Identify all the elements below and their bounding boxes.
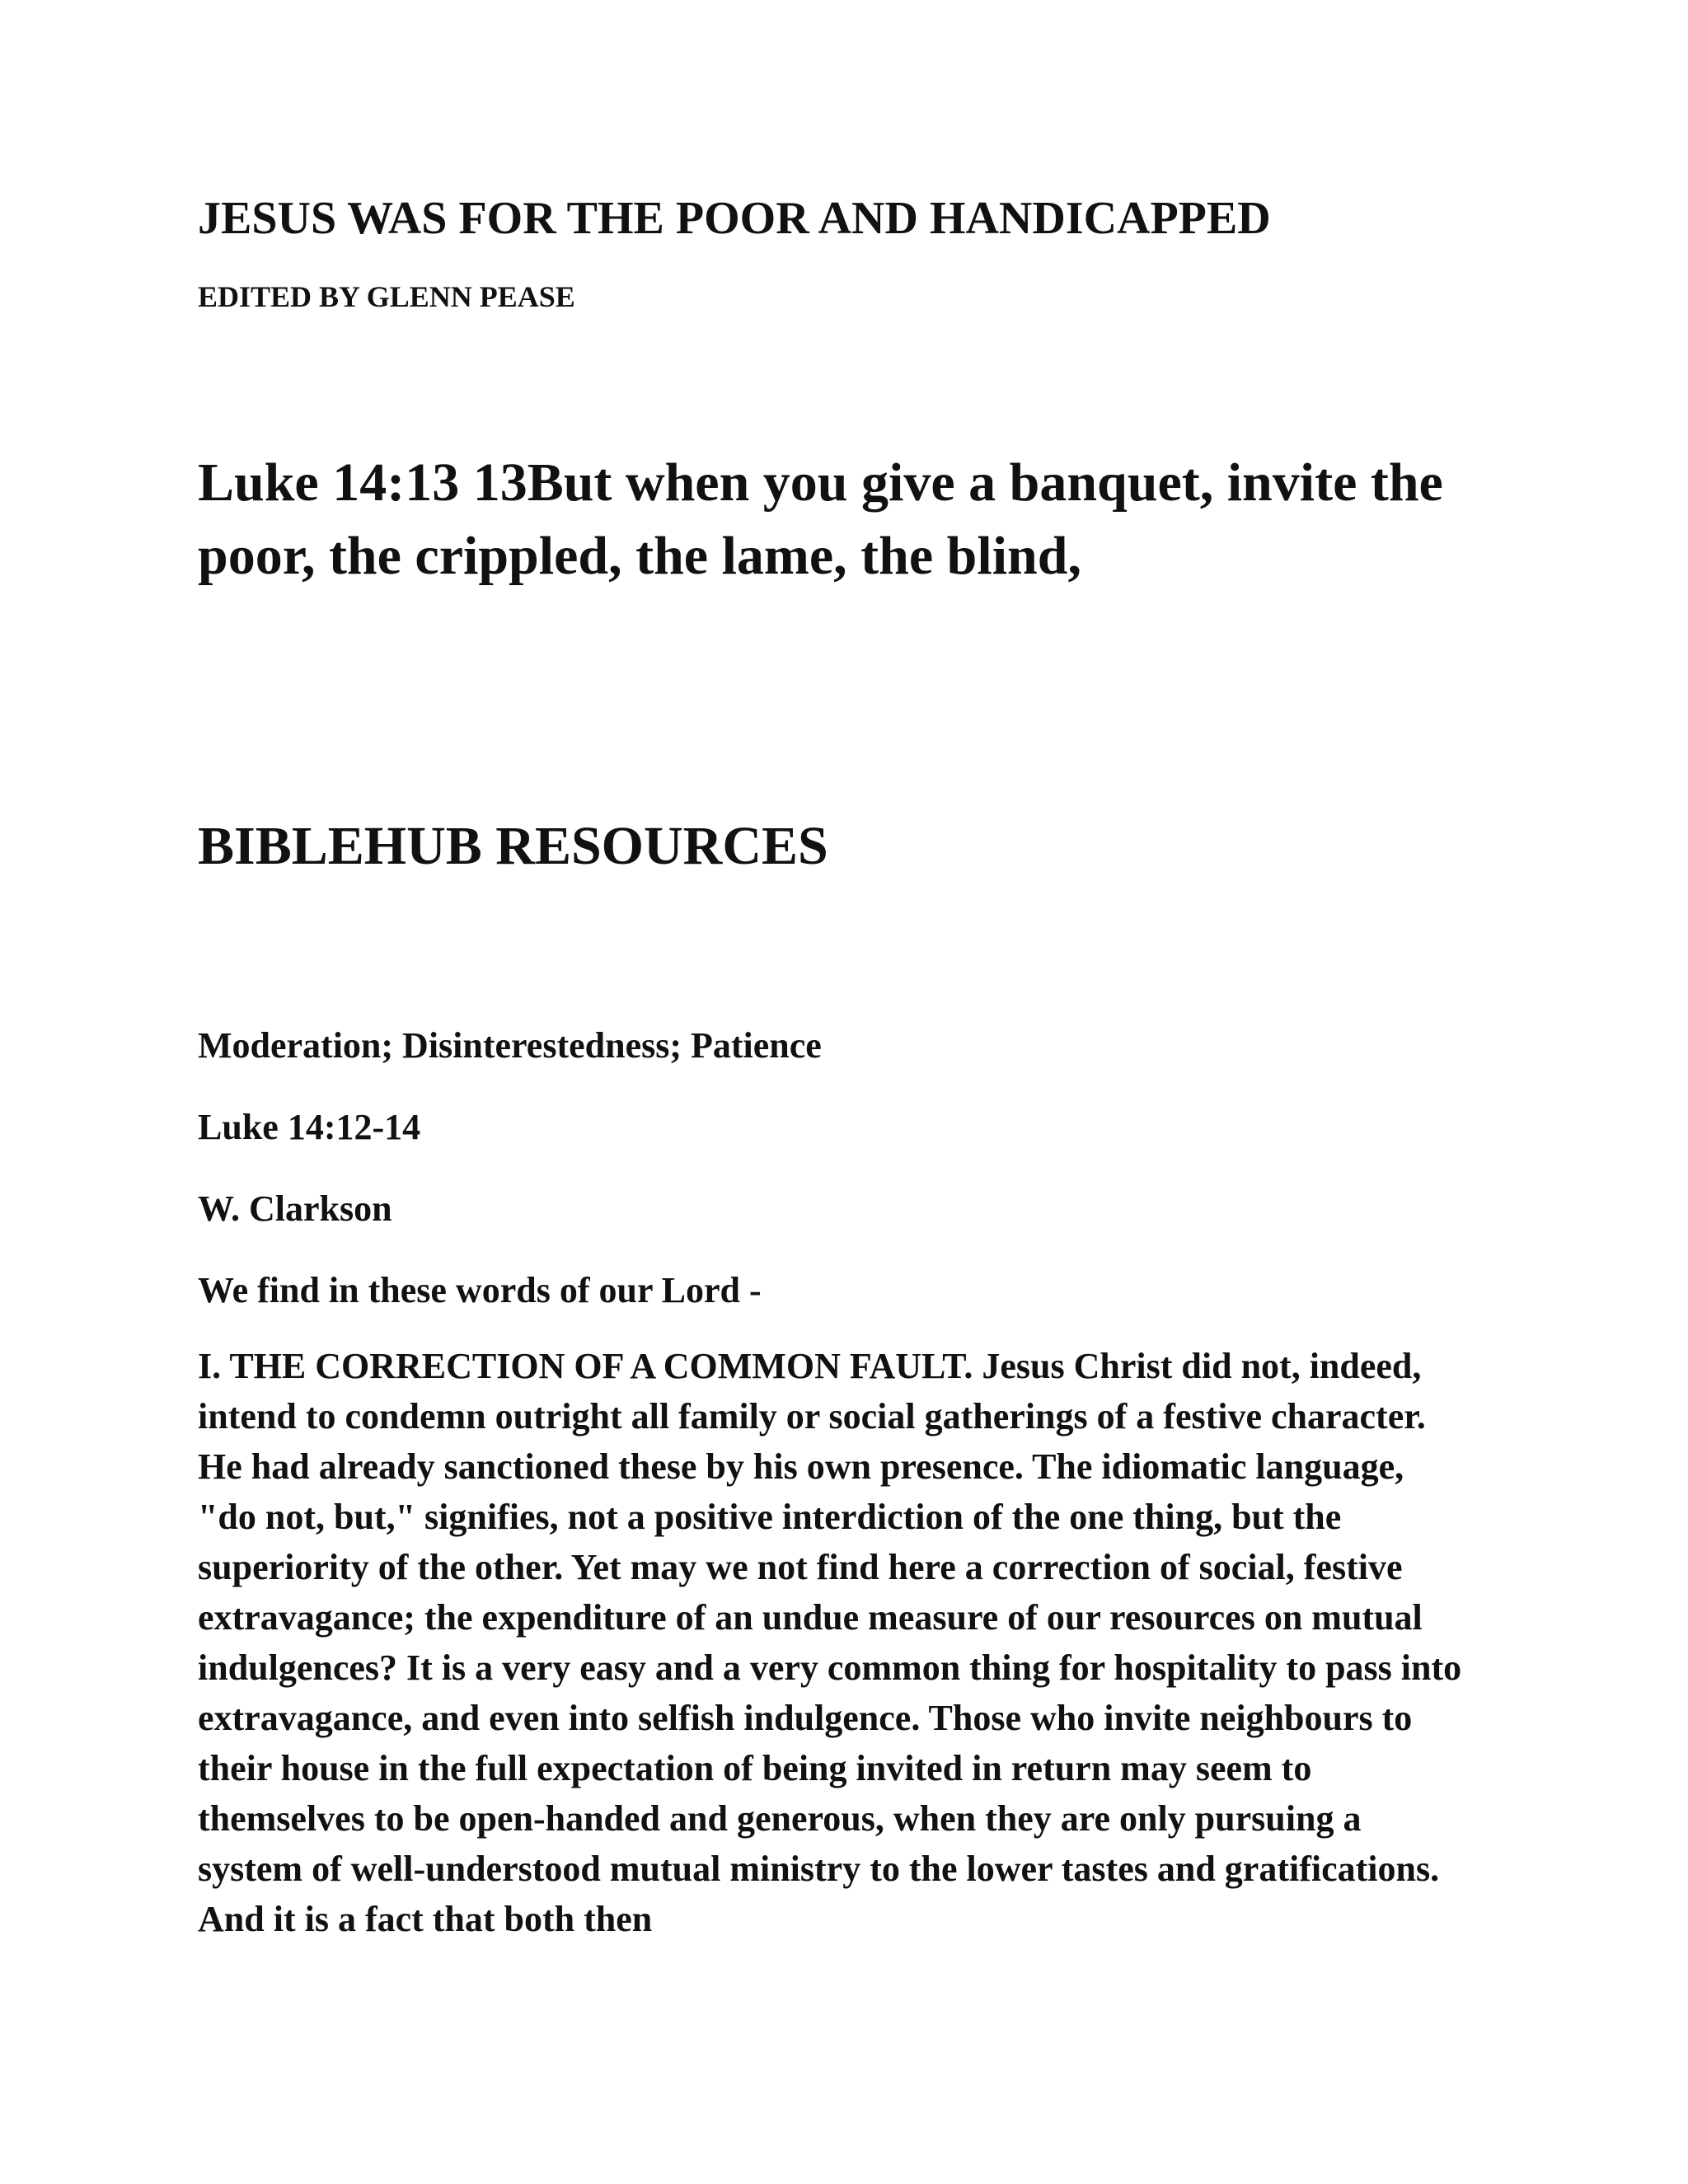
document-title: JESUS WAS FOR THE POOR AND HANDICAPPED: [198, 193, 1271, 244]
document-editor: EDITED BY GLENN PEASE: [198, 280, 575, 314]
scripture-verse: Luke 14:13 13But when you give a banquet, invite the poor, the crippled, the lame, the blind,: [198, 452, 1443, 587]
page-content: [198, 165, 1484, 1944]
sermon-reference: Luke 14:12-14: [198, 1107, 421, 1148]
sermon-paragraph: I. THE CORRECTION OF A COMMON FAULT. Jesus Christ did not, indeed, intend to condemn outright all family or social gatherings of a festive character. He had already sanctioned these by his own presence. The idiomatic language, "do not, but," signifies, not a positive interdiction of the one thing, but the superiority of the other. Yet may we not find here a correction of social, festive extravagance; the expenditure of an undue measure of our resources on mutual indulgences? It is a very easy and a very common thing for hospitality to pass into extravagance, and even into selfish indulgence. Those who invite neighbours to their house in the full expectation of being invited in return may seem to themselves to be open-handed and generous, when they are only pursuing a system of well-understood mutual ministry to the lower tastes and gratifications. And it is a fact that both then: [198, 1346, 1462, 1940]
sermon-intro: We find in these words of our Lord -: [198, 1270, 762, 1311]
sermon-title: Moderation; Disinterestedness; Patience: [198, 1025, 822, 1066]
sermon-author: W. Clarkson: [198, 1188, 392, 1230]
section-heading: BIBLEHUB RESOURCES: [198, 816, 828, 877]
